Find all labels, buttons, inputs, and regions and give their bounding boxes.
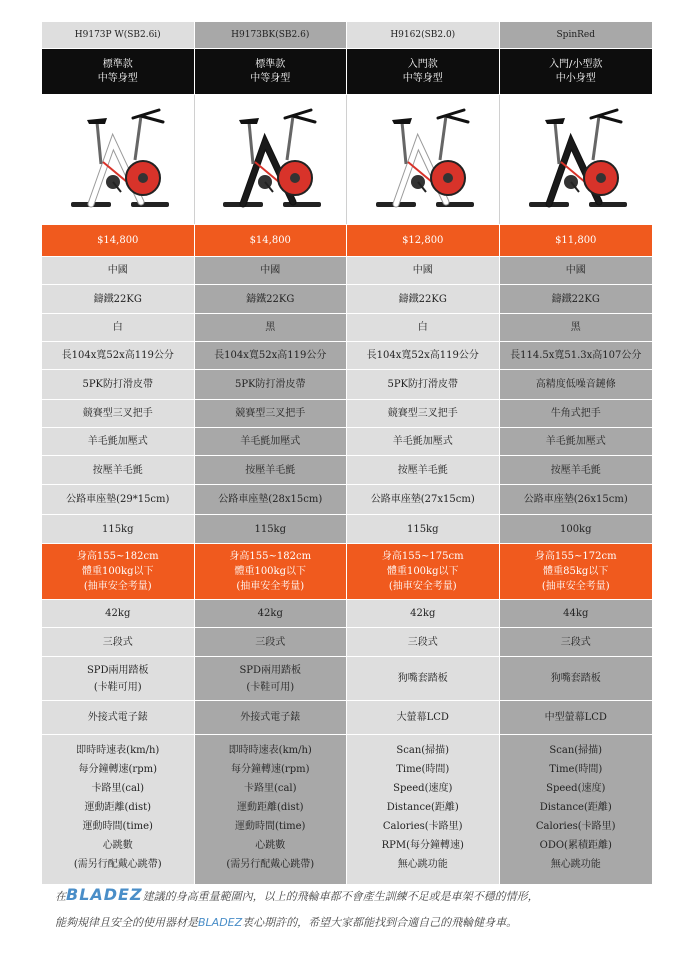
belt: 5PK防打滑皮帶 xyxy=(347,370,500,399)
display-row xyxy=(42,701,652,735)
pedal: SPD兩用踏板 (卡鞋可用) xyxy=(195,657,348,700)
belt: 5PK防打滑皮帶 xyxy=(195,370,348,399)
type-cell xyxy=(500,49,653,94)
footer-line2-a: 能夠規律且安全的使用器材是 xyxy=(55,916,198,929)
features: Scan(掃描) Time(時間) Speed(速度) Distance(距離) Calories(卡路里) RPM(每分鐘轉速) 無心跳功能 xyxy=(347,735,500,884)
dimensions: 長104x寬52x高119公分 xyxy=(195,342,348,369)
type-label: 入門款 xyxy=(407,58,438,70)
brand-inline: BLADEZ xyxy=(198,916,243,929)
user-fit: 身高155~172cm 體重85kg以下 (抽車安全考量) xyxy=(500,544,653,599)
spin-bike-icon xyxy=(521,102,631,217)
color: 黑 xyxy=(195,314,348,341)
belt-row xyxy=(42,370,652,400)
footer-prefix: 在 xyxy=(55,890,66,903)
handlebar: 牛角式把手 xyxy=(500,400,653,427)
bike-image xyxy=(195,95,348,224)
pedal: 狗嘴套踏板 xyxy=(347,657,500,700)
type-label: 標準款 xyxy=(102,58,133,70)
comparison-table xyxy=(42,22,652,885)
adjust: 三段式 xyxy=(42,628,195,656)
handlebar-row xyxy=(42,400,652,428)
brake-row xyxy=(42,428,652,456)
spin-bike-icon xyxy=(63,102,173,217)
footer-line1-text: 建議的身高重量範圍內，以上的飛輪車都不會產生訓練不足或是車架不穩的情形， xyxy=(142,890,539,903)
handlebar: 競賽型三叉把手 xyxy=(195,400,348,427)
price: $11,800 xyxy=(500,225,653,256)
belt: 高精度低噪音鏈條 xyxy=(500,370,653,399)
weight: 44kg xyxy=(500,600,653,627)
belt: 5PK防打滑皮帶 xyxy=(42,370,195,399)
features-row xyxy=(42,735,652,885)
seat: 公路車座墊(26x15cm) xyxy=(500,485,653,514)
dimensions: 長104x寬52x高119公分 xyxy=(347,342,500,369)
type-cell xyxy=(42,49,195,94)
dimensions-row xyxy=(42,342,652,370)
user-fit-row xyxy=(42,544,652,600)
flywheel: 鑄鐵22KG xyxy=(500,285,653,313)
features: 即時時速表(km/h) 每分鐘轉速(rpm) 卡路里(cal) 運動距離(dist) 運動時間(time) 心跳數 (需另行配戴心跳帶) xyxy=(195,735,348,884)
flywheel-row xyxy=(42,285,652,314)
spin-bike-icon xyxy=(368,102,478,217)
handlebar: 競賽型三叉把手 xyxy=(347,400,500,427)
max-load: 115kg xyxy=(195,515,348,543)
footer-line-2 xyxy=(55,910,675,936)
model-name: SpinRed xyxy=(500,22,653,48)
bike-image xyxy=(42,95,195,224)
model-row xyxy=(42,22,652,49)
origin: 中國 xyxy=(195,257,348,284)
display: 外接式電子錶 xyxy=(42,701,195,734)
color: 白 xyxy=(42,314,195,341)
max-load: 100kg xyxy=(500,515,653,543)
bike-image xyxy=(347,95,500,224)
features: 即時時速表(km/h) 每分鐘轉速(rpm) 卡路里(cal) 運動距離(dist) 運動時間(time) 心跳數 (需另行配戴心跳帶) xyxy=(42,735,195,884)
dimensions: 長104x寬52x高119公分 xyxy=(42,342,195,369)
brand-logo: BLADEZ xyxy=(66,885,143,904)
brake-type: 按壓羊毛氈 xyxy=(42,456,195,484)
max-load-row xyxy=(42,515,652,544)
user-fit: 身高155~175cm 體重100kg以下 (抽車安全考量) xyxy=(347,544,500,599)
brake-type: 按壓羊毛氈 xyxy=(347,456,500,484)
brake: 羊毛氈加壓式 xyxy=(500,428,653,455)
display: 中型螢幕LCD xyxy=(500,701,653,734)
type-cell xyxy=(347,49,500,94)
seat: 公路車座墊(28x15cm) xyxy=(195,485,348,514)
flywheel: 鑄鐵22KG xyxy=(195,285,348,313)
bike-image xyxy=(500,95,653,224)
origin: 中國 xyxy=(347,257,500,284)
adjust: 三段式 xyxy=(500,628,653,656)
adjust: 三段式 xyxy=(347,628,500,656)
color: 黑 xyxy=(500,314,653,341)
seat: 公路車座墊(27x15cm) xyxy=(347,485,500,514)
weight: 42kg xyxy=(42,600,195,627)
color: 白 xyxy=(347,314,500,341)
dimensions: 長114.5x寬51.3x高107公分 xyxy=(500,342,653,369)
seat-row xyxy=(42,485,652,515)
user-fit: 身高155~182cm 體重100kg以下 (抽車安全考量) xyxy=(42,544,195,599)
model-name: H9173BK(SB2.6) xyxy=(195,22,348,48)
weight: 42kg xyxy=(347,600,500,627)
features: Scan(掃描) Time(時間) Speed(速度) Distance(距離) Calories(卡路里) ODO(累積距離) 無心跳功能 xyxy=(500,735,653,884)
display: 大螢幕LCD xyxy=(347,701,500,734)
brake-type: 按壓羊毛氈 xyxy=(195,456,348,484)
pedal-row xyxy=(42,657,652,701)
model-name: H9173P W(SB2.6i) xyxy=(42,22,195,48)
flywheel: 鑄鐵22KG xyxy=(347,285,500,313)
adjust: 三段式 xyxy=(195,628,348,656)
max-load: 115kg xyxy=(347,515,500,543)
color-row xyxy=(42,314,652,342)
model-name: H9162(SB2.0) xyxy=(347,22,500,48)
brake: 羊毛氈加壓式 xyxy=(195,428,348,455)
price: $14,800 xyxy=(42,225,195,256)
origin-row xyxy=(42,257,652,285)
brake-type-row xyxy=(42,456,652,485)
type-label: 入門/小型款 xyxy=(549,58,603,70)
footer-line2-b: 衷心期許的，希望大家都能找到合適自己的飛輪健身車。 xyxy=(242,916,518,929)
brake: 羊毛氈加壓式 xyxy=(347,428,500,455)
origin: 中國 xyxy=(500,257,653,284)
footer-line-1 xyxy=(55,882,675,910)
price-row xyxy=(42,225,652,257)
body-label: 中等身型 xyxy=(97,72,138,84)
weight-row xyxy=(42,600,652,628)
image-row xyxy=(42,95,652,225)
seat: 公路車座墊(29*15cm) xyxy=(42,485,195,514)
brake: 羊毛氈加壓式 xyxy=(42,428,195,455)
price: $14,800 xyxy=(195,225,348,256)
spin-bike-icon xyxy=(215,102,325,217)
type-row xyxy=(42,49,652,95)
type-label: 標準款 xyxy=(255,58,286,70)
body-label: 中小身型 xyxy=(555,72,596,84)
body-label: 中等身型 xyxy=(402,72,443,84)
flywheel: 鑄鐵22KG xyxy=(42,285,195,313)
origin: 中國 xyxy=(42,257,195,284)
type-cell xyxy=(195,49,348,94)
max-load: 115kg xyxy=(42,515,195,543)
body-label: 中等身型 xyxy=(250,72,291,84)
display: 外接式電子錶 xyxy=(195,701,348,734)
user-fit: 身高155~182cm 體重100kg以下 (抽車安全考量) xyxy=(195,544,348,599)
footer-note xyxy=(55,882,675,936)
brake-type: 按壓羊毛氈 xyxy=(500,456,653,484)
handlebar: 競賽型三叉把手 xyxy=(42,400,195,427)
pedal: 狗嘴套踏板 xyxy=(500,657,653,700)
weight: 42kg xyxy=(195,600,348,627)
price: $12,800 xyxy=(347,225,500,256)
adjust-row xyxy=(42,628,652,657)
pedal: SPD兩用踏板 (卡鞋可用) xyxy=(42,657,195,700)
